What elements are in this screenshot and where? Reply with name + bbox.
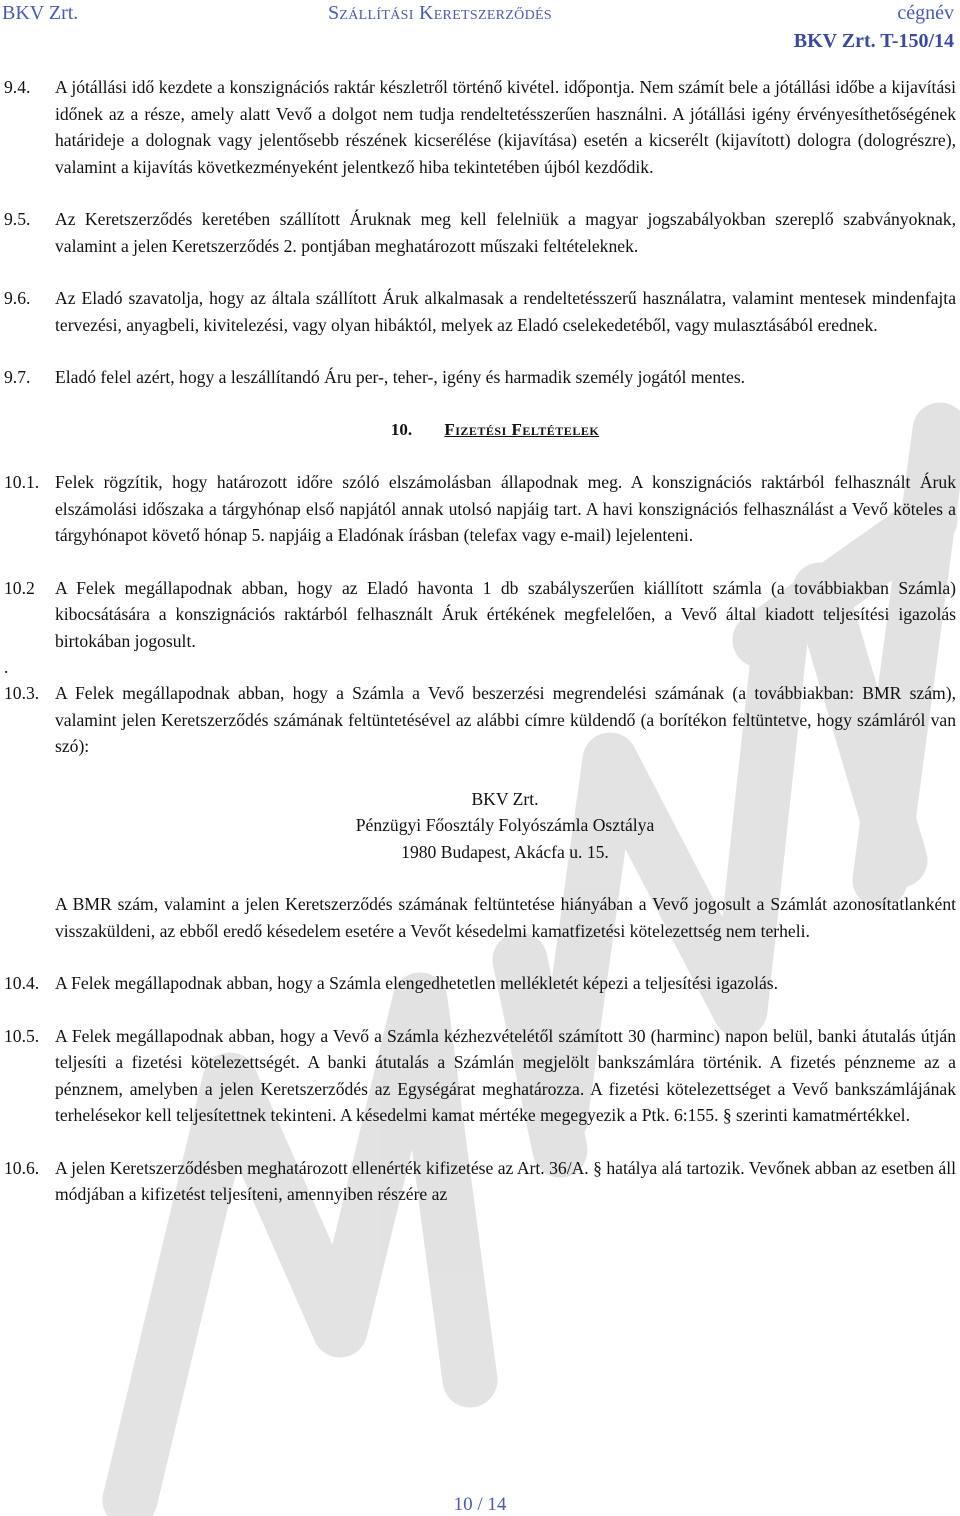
section-number: 10.4. <box>4 973 40 993</box>
section-10-4 <box>0 970 960 997</box>
heading-number: 10. <box>390 419 413 439</box>
section-text: Az Keretszerződés keretében szállított Áruknak meg kell felelniük a magyar jogszabályokban szereplő szabványoknak, valamint a jelen Keretszerződés 2. pontjában meghatározott műszaki feltételeknek. <box>55 209 956 256</box>
address-line: 1980 Budapest, Akácfa u. 15. <box>401 841 609 862</box>
section-heading-10 <box>0 417 960 444</box>
header-company-name-label: cégnév <box>897 2 954 24</box>
page-number: 10 / 14 <box>453 1494 507 1515</box>
section-10-6 <box>0 1155 960 1208</box>
section-number: 10.5. <box>4 1025 40 1046</box>
section-9-4 <box>0 74 960 180</box>
section-text: Eladó felel azért, hogy a leszállítandó Áru per-, teher-, igény és harmadik személy jogától mentes. <box>55 367 746 387</box>
section-number: 10.2 <box>4 577 35 598</box>
section-text: A jelen Keretszerződésben meghatározott ellenérték kifizetése az Art. 36/A. § hatálya alá tartozik. Vevőnek abban az esetben áll módjában a kifizetést teljesíteni, amennyiben részére az <box>55 1157 956 1204</box>
header-contract-number: BKV Zrt. T-150/14 <box>793 30 954 52</box>
address-line: BKV Zrt. <box>471 788 539 809</box>
header-company: BKV Zrt. <box>2 2 79 24</box>
section-number: 9.5. <box>4 209 31 229</box>
header-document-title: Szállítási Keretszerződés <box>328 2 552 24</box>
page-header <box>0 2 960 60</box>
section-9-6 <box>0 285 960 338</box>
address-line: Pénzügyi Főosztály Folyószámla Osztálya <box>355 815 655 835</box>
section-text: Felek rögzítik, hogy határozott időre szóló elszámolásban állapodnak meg. A konszignációs raktárból felhasznált Áruk elszámolási időszaka a tárgyhónap első napjától annak utolsó napjáig tart. A havi konszignációs felhasználást a Vevő köteles a tárgyhónapot követő hónap 5. napjáig a Eladónak írásban (telefax vagy e-mail) lejelenteni. <box>55 472 956 545</box>
section-text: A Felek megállapodnak abban, hogy a Vevő a Számla kézhezvételétől számított 30 (harminc) napon belül, banki átutalás útján teljesíti a fizetési kötelezettségét. A banki átutalás a Számlán megjelölt bankszámlára történik. A fizetés pénzneme az a pénznem, amelyben a jelen Keretszerződés az Egységárat meghatározza. A fizetési kötelezettséget a Vevő bankszámlájának terhelésekor kell teljesítettnek tekinteni. A késedelmi kamat mértéke megegyezik a Ptk. 6:155. § szerinti kamatmértékkel. <box>55 1025 956 1125</box>
section-text: A Felek megállapodnak abban, hogy az Eladó havonta 1 db szabályszerűen kiállított számla (a továbbiakban Számla) kibocsátására a konszignációs raktárból felhasznált Áruk értékének megfelelően, a Vevő által kiadott teljesítési igazolás birtokában jogosult. <box>55 577 956 651</box>
section-10-3-continued: A BMR szám, valamint a jelen Keretszerződés számának feltüntetése hiányában a Vevő jogosult a Számlát azonosítatlanként visszaküldeni, az ebből eredő késedelem esetére a Vevőt késedelmi kamatfizetési kötelezettség nem terheli. <box>55 894 956 941</box>
section-number: 9.7. <box>4 367 31 387</box>
section-text: A Felek megállapodnak abban, hogy a Számla elengedhetetlen mellékletét képezi a teljesítési igazolás. <box>55 973 779 993</box>
billing-address <box>0 786 960 866</box>
section-number: 10.1. <box>4 472 40 492</box>
section-number: 9.4. <box>4 77 31 97</box>
stray-dot: . <box>4 657 9 677</box>
section-10-5 <box>0 1023 960 1129</box>
document-body <box>0 74 960 1208</box>
section-number: 9.6. <box>4 288 31 308</box>
section-text: Az Eladó szavatolja, hogy az általa szállított Áruk alkalmasak a rendeltetésszerű használatra, valamint mentesek mindenfajta tervezési, anyagbeli, kivitelezési, vagy olyan hibáktól, melyek az Eladó cselekedetéből, vagy mulasztásából erednek. <box>55 288 956 335</box>
section-text: A Felek megállapodnak abban, hogy a Számla a Vevő beszerzési megrendelési számának (a továbbiakban: BMR szám), valamint jelen Keretszerződés számának feltüntetésével az alábbi címre küldendő (a borítékon feltüntetve, hogy számláról van szó): <box>55 683 956 756</box>
section-number: 10.3. <box>4 683 40 703</box>
section-10-2 <box>0 575 960 655</box>
section-9-7 <box>0 364 960 391</box>
section-10-1 <box>0 469 960 549</box>
section-9-5 <box>0 206 960 259</box>
section-10-3 <box>0 680 960 760</box>
section-text: A jótállási idő kezdete a konszignációs raktár készletről történő kivétel. időpontja. Nem számít bele a jótállási időbe a kijavítási időnek az a része, amely alatt Vevő a dolgot nem tudja rendeltetésszerűen használni. A jótállási igény érvényesíthetőségének határideje a dolognak vagy jelentősebb részének kicserélése (kijavítása) esetén a kicserélt (kijavított) dologra (dologrészre), valamint a kijavítás következményeként jelentkező hiba tekintetében újból kezdődik. <box>55 77 956 177</box>
section-number: 10.6. <box>4 1157 40 1178</box>
heading-title: Fizetési Feltételek <box>444 419 600 439</box>
